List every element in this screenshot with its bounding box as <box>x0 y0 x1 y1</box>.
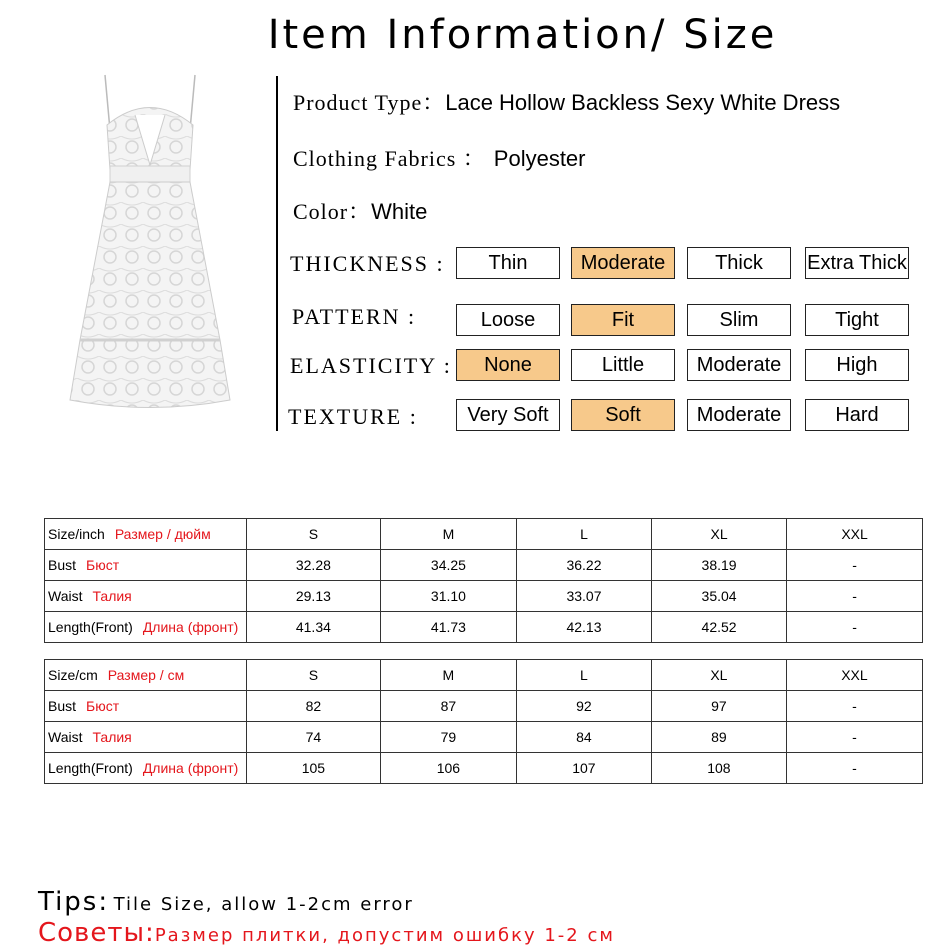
table-cell: - <box>787 612 923 643</box>
table-cell: 33.07 <box>516 581 651 612</box>
size-header-cell: S <box>246 660 380 691</box>
tips-ru <box>38 918 615 948</box>
tips-en <box>38 887 414 917</box>
attribute-option: Thick <box>687 247 791 279</box>
table-cell: 32.28 <box>246 550 380 581</box>
table-cell: - <box>787 550 923 581</box>
row-label-cell <box>45 581 247 612</box>
product-type <box>293 86 840 117</box>
table-cell: 82 <box>246 691 380 722</box>
size-header-cell: L <box>516 519 651 550</box>
table-cell: - <box>786 722 922 753</box>
attribute-option: Extra Thick <box>805 247 909 279</box>
attribute-option: Thin <box>456 247 560 279</box>
fabrics-label: Clothing Fabrics ： <box>293 146 486 171</box>
table-cell: 92 <box>516 691 651 722</box>
attribute-option: Tight <box>805 304 909 336</box>
attribute-option: Fit <box>571 304 675 336</box>
size-header-cell: XXL <box>787 519 923 550</box>
table-cell: 105 <box>246 753 380 784</box>
table-cell: - <box>786 691 922 722</box>
size-table-cm <box>44 659 923 784</box>
row-label-en: Waist <box>48 729 83 745</box>
clothing-fabrics <box>293 142 586 173</box>
size-header-cell: XL <box>651 660 786 691</box>
color-info <box>293 195 427 226</box>
fabrics-value: Polyester <box>493 146 586 171</box>
row-label-en: Size/cm <box>48 667 98 683</box>
table-cell: 41.73 <box>380 612 516 643</box>
attribute-option: Hard <box>805 399 909 431</box>
table-cell: 108 <box>651 753 786 784</box>
size-header-cell: M <box>380 660 516 691</box>
table-cell: - <box>787 581 923 612</box>
attribute-option: Slim <box>687 304 791 336</box>
table-cell: 31.10 <box>380 581 516 612</box>
row-label-ru: Бюст <box>86 698 120 714</box>
row-label-en: Waist <box>48 588 83 604</box>
row-label-ru: Талия <box>92 588 132 604</box>
table-row <box>45 722 923 753</box>
product-type-label: Product Type： <box>293 90 446 115</box>
attribute-option: None <box>456 349 560 381</box>
color-value: White <box>371 199 428 224</box>
attribute-option: Moderate <box>571 247 675 279</box>
table-cell: 41.34 <box>246 612 380 643</box>
row-label-cell <box>45 753 247 784</box>
product-type-value: Lace Hollow Backless Sexy White Dress <box>445 90 841 115</box>
table-cell: 29.13 <box>246 581 380 612</box>
row-label-cell <box>45 612 247 643</box>
table-cell: 38.19 <box>652 550 787 581</box>
table-cell: 79 <box>380 722 516 753</box>
table-cell: 35.04 <box>652 581 787 612</box>
table-cell: 36.22 <box>516 550 651 581</box>
row-label-ru: Длина (фронт) <box>142 619 239 635</box>
attribute-label: PATTERN : <box>292 304 417 329</box>
table-cell: 42.13 <box>516 612 651 643</box>
page-title: Item Information/ Size <box>267 12 778 58</box>
row-label-en: Length(Front) <box>48 619 133 635</box>
size-header-cell: L <box>516 660 651 691</box>
size-header-cell: XXL <box>786 660 922 691</box>
attribute-option: Loose <box>456 304 560 336</box>
attribute-option: Soft <box>571 399 675 431</box>
table-cell: 42.52 <box>652 612 787 643</box>
table-row <box>45 691 923 722</box>
tips-ru-label: Советы: <box>38 918 155 948</box>
row-label-ru: Размер / см <box>107 667 185 683</box>
dress-image <box>55 70 245 430</box>
size-header-cell: M <box>380 519 516 550</box>
tips-text: Tile Size, allow 1-2cm error <box>113 894 414 915</box>
table-row <box>45 550 923 581</box>
table-cell: 84 <box>516 722 651 753</box>
tips-label: Tips: <box>38 887 110 917</box>
attribute-option: High <box>805 349 909 381</box>
attribute-label: THICKNESS : <box>290 251 445 276</box>
row-label-en: Bust <box>48 557 77 573</box>
table-cell: 87 <box>380 691 516 722</box>
row-label-ru: Длина (фронт) <box>142 760 239 776</box>
row-label-cell <box>45 722 247 753</box>
table-cell: 107 <box>516 753 651 784</box>
attribute-option: Moderate <box>687 349 791 381</box>
row-label-cell <box>45 519 247 550</box>
row-label-cell <box>45 660 247 691</box>
table-row <box>45 581 923 612</box>
table-header-row <box>45 519 923 550</box>
row-label-cell <box>45 550 247 581</box>
attribute-option: Moderate <box>687 399 791 431</box>
table-cell: 74 <box>246 722 380 753</box>
table-cell: 106 <box>380 753 516 784</box>
table-cell: - <box>786 753 922 784</box>
size-header-cell: XL <box>652 519 787 550</box>
table-row <box>45 612 923 643</box>
row-label-ru: Размер / дюйм <box>114 526 211 542</box>
attribute-option: Little <box>571 349 675 381</box>
row-label-en: Bust <box>48 698 77 714</box>
attribute-label: ELASTICITY : <box>290 353 452 378</box>
table-cell: 89 <box>651 722 786 753</box>
size-header-cell: S <box>246 519 380 550</box>
divider-line <box>276 76 278 431</box>
row-label-ru: Талия <box>92 729 132 745</box>
table-header-row <box>45 660 923 691</box>
attribute-label: TEXTURE : <box>288 404 418 429</box>
row-label-cell <box>45 691 247 722</box>
tips-ru-text: Размер плитки, допустим ошибку 1-2 см <box>154 925 615 946</box>
table-cell: 97 <box>651 691 786 722</box>
table-cell: 34.25 <box>380 550 516 581</box>
attribute-option: Very Soft <box>456 399 560 431</box>
row-label-en: Size/inch <box>48 526 105 542</box>
row-label-en: Length(Front) <box>48 760 133 776</box>
size-table-inch <box>44 518 923 643</box>
row-label-ru: Бюст <box>86 557 120 573</box>
color-label: Color： <box>293 199 372 224</box>
table-row <box>45 753 923 784</box>
